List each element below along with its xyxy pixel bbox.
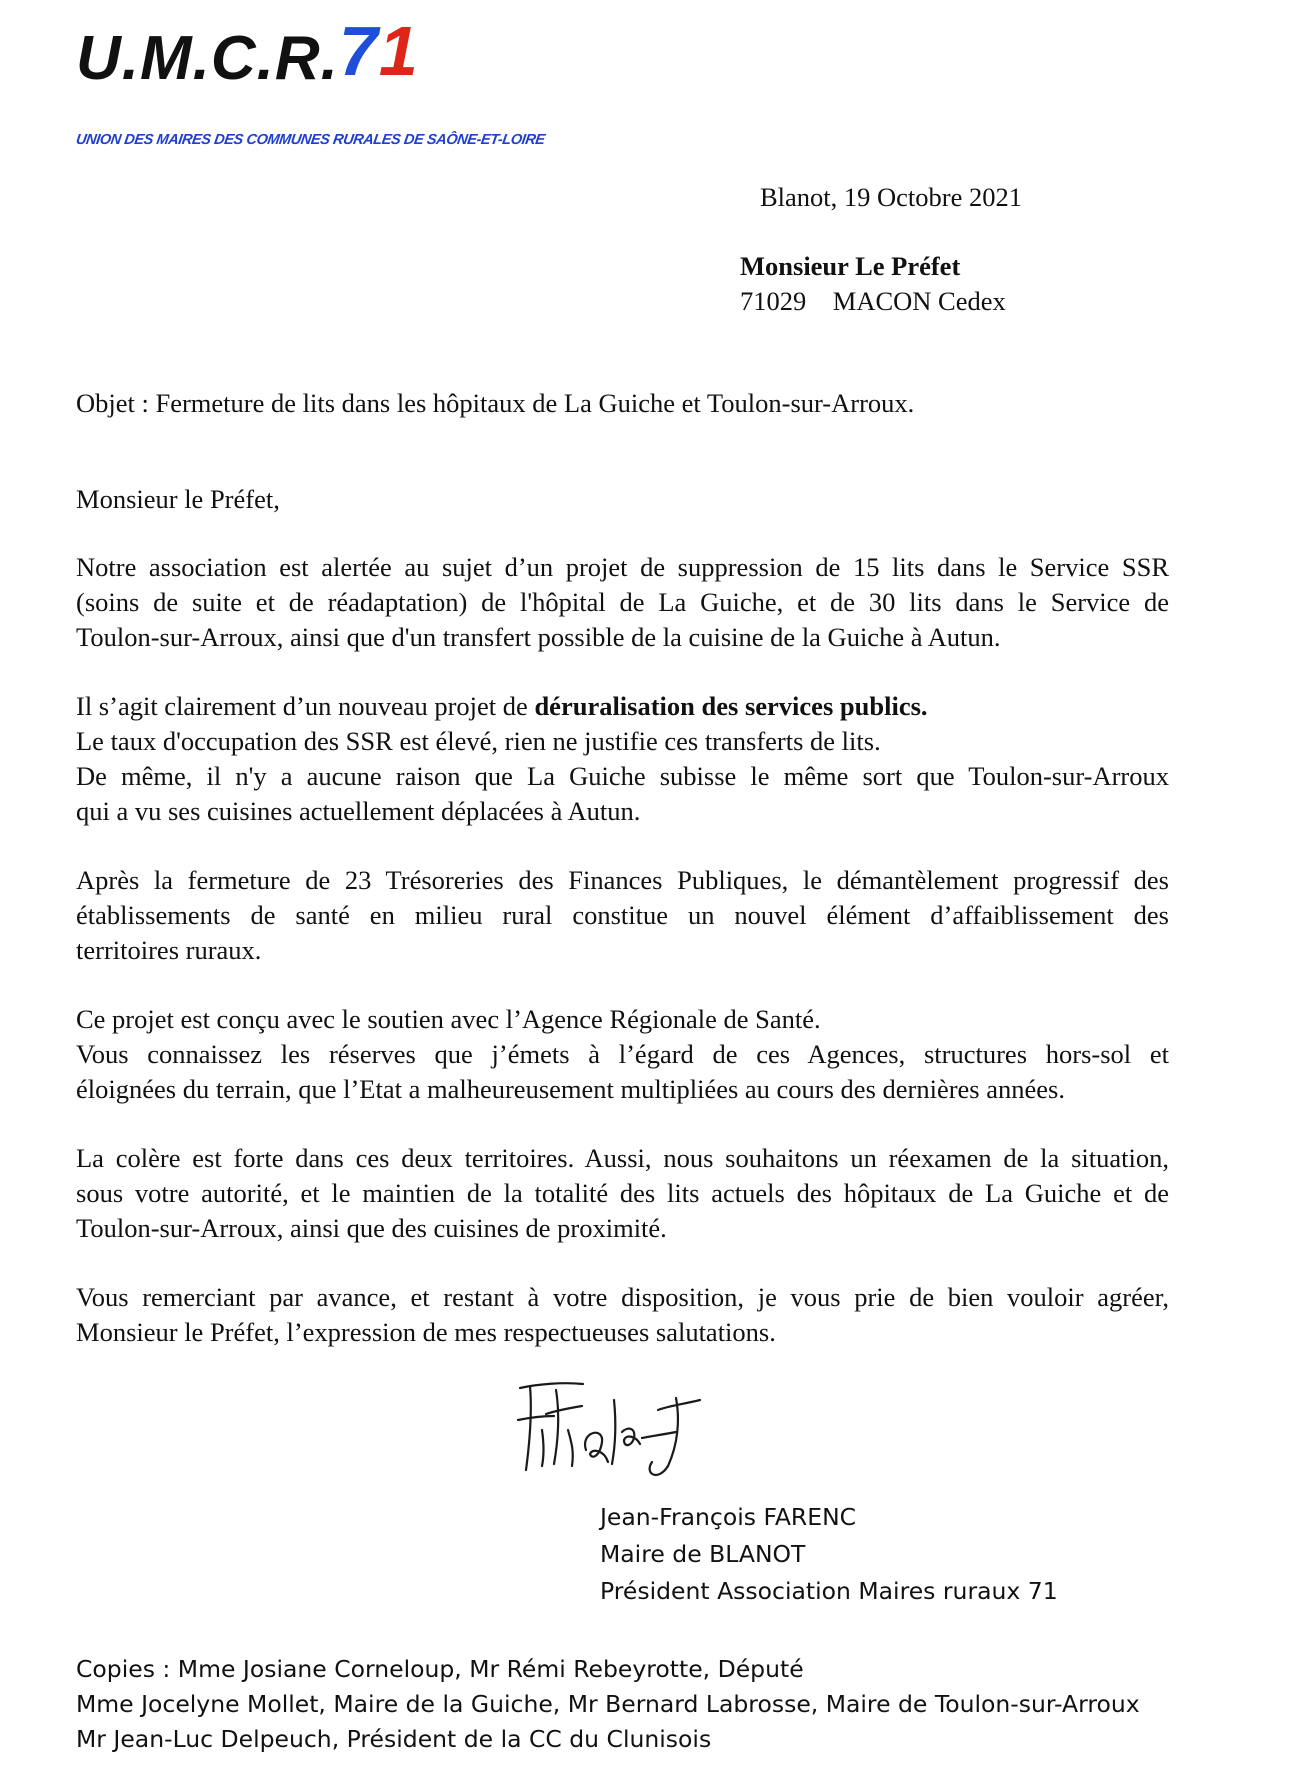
paragraph-line: Vous remerciant par avance, et restant à votre disposition, je vous prie de bien vouloir agréer, — [76, 1282, 1169, 1312]
paragraph-1 — [76, 550, 1169, 655]
logo-digit-seven: 7 — [338, 12, 379, 90]
copies-block — [76, 1652, 1140, 1757]
paragraph-line: Monsieur le Préfet, l’expression de mes respectueuses salutations. — [76, 1317, 776, 1347]
paragraph-2 — [76, 689, 1169, 829]
logo-tagline: UNION DES MAIRES DES COMMUNES RURALES DE SAÔNE-ET-LOIRE — [74, 132, 546, 148]
paragraph-line: Vous connaissez les réserves que j’émets à l’égard de ces Agences, structures hors-sol et — [76, 1039, 1169, 1069]
paragraph-line: qui a vu ses cuisines actuellement déplacées à Autun. — [76, 796, 641, 826]
paragraph-6 — [76, 1280, 1169, 1350]
paragraph-line: Notre association est alertée au sujet d’un projet de suppression de 15 lits dans le Service SSR — [76, 552, 1169, 582]
copies-line: Mr Jean-Luc Delpeuch, Président de la CC du Clunisois — [76, 1725, 712, 1753]
logo-digit-one: 1 — [378, 12, 419, 90]
paragraph-line: Après la fermeture de 23 Trésoreries des Finances Publiques, le démantèlement progressif des — [76, 865, 1169, 895]
paragraph-line: territoires ruraux. — [76, 935, 262, 965]
signer-title: Maire de BLANOT — [600, 1540, 806, 1568]
recipient-name: Monsieur Le Préfet — [740, 251, 961, 281]
signer-title: Président Association Maires ruraux 71 — [600, 1577, 1058, 1605]
letter-salutation: Monsieur le Préfet, — [76, 484, 280, 514]
letter-subject: Objet : Fermeture de lits dans les hôpitaux de La Guiche et Toulon-sur-Arroux. — [76, 388, 915, 418]
paragraph-line: établissements de santé en milieu rural constitue un nouvel élément d’affaiblissement des — [76, 900, 1169, 930]
paragraph-line: éloignées du terrain, que l’Etat a malheureusement multipliées au cours des dernières années. — [76, 1074, 1065, 1104]
logo-prefix: U.M.C.R. — [76, 24, 339, 93]
umcr-logo — [76, 12, 419, 93]
paragraph-line: sous votre autorité, et le maintien de la totalité des lits actuels des hôpitaux de La Guiche et de — [76, 1178, 1169, 1208]
letter-date: Blanot, 19 Octobre 2021 — [760, 182, 1023, 212]
paragraph-line: La colère est forte dans ces deux territoires. Aussi, nous souhaitons un réexamen de la situation, — [76, 1143, 1169, 1173]
paragraph-text: Il s’agit clairement d’un nouveau projet de — [76, 691, 535, 721]
copies-line: Mme Jocelyne Mollet, Maire de la Guiche, Mr Bernard Labrosse, Maire de Toulon-sur-Arroux — [76, 1690, 1140, 1718]
emphasis-text: déruralisation des services publics. — [534, 691, 928, 721]
handwritten-signature — [508, 1370, 708, 1480]
paragraph-line: Toulon-sur-Arroux, ainsi que des cuisines de proximité. — [76, 1213, 667, 1243]
paragraph-5 — [76, 1141, 1169, 1246]
paragraph-line — [76, 689, 1169, 724]
recipient-address: 71029 MACON Cedex — [740, 286, 1006, 316]
paragraph-line: De même, il n'y a aucune raison que La Guiche subisse le même sort que Toulon-sur-Arroux — [76, 761, 1169, 791]
signer-name: Jean-François FARENC — [600, 1503, 857, 1531]
paragraph-3 — [76, 863, 1169, 968]
recipient-block — [740, 249, 1006, 319]
letter-body — [76, 550, 1169, 1384]
paragraph-line: Le taux d'occupation des SSR est élevé, rien ne justifie ces transferts de lits. — [76, 726, 881, 756]
paragraph-line: Toulon-sur-Arroux, ainsi que d'un transfert possible de la cuisine de la Guiche à Autun. — [76, 622, 1001, 652]
copies-line: Copies : Mme Josiane Corneloup, Mr Rémi Rebeyrotte, Député — [76, 1655, 804, 1683]
paragraph-line: (soins de suite et de réadaptation) de l'hôpital de La Guiche, et de 30 lits dans le Service de — [76, 587, 1169, 617]
paragraph-4 — [76, 1002, 1169, 1107]
paragraph-line: Ce projet est conçu avec le soutien avec l’Agence Régionale de Santé. — [76, 1004, 821, 1034]
signer-block — [600, 1499, 1058, 1610]
